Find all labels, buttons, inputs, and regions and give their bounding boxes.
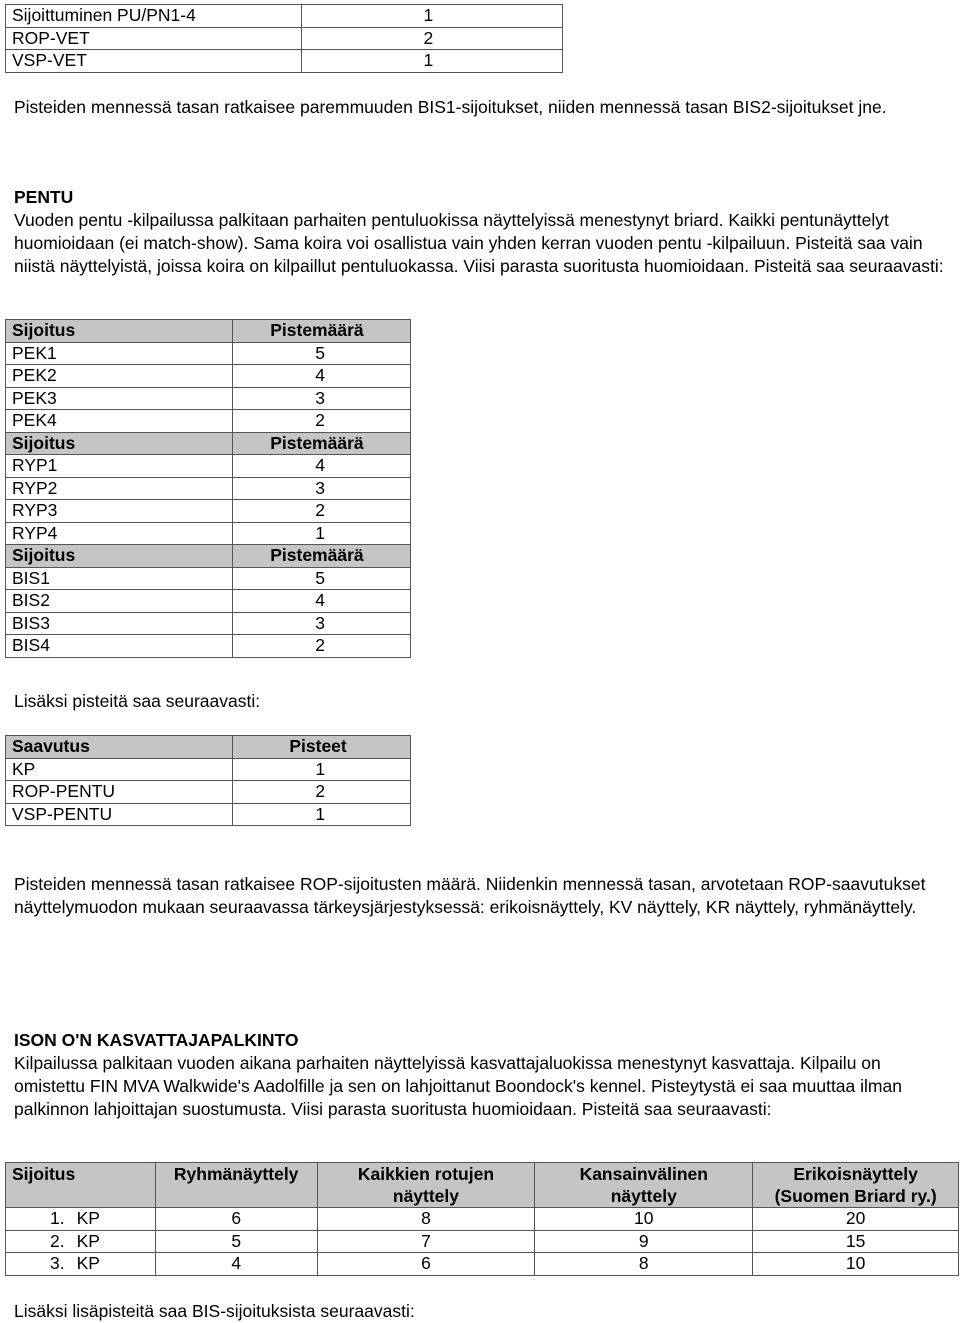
- points-cell: 2: [233, 500, 411, 523]
- group-show-cell: 5: [155, 1230, 317, 1253]
- placement-value: 1: [301, 5, 562, 28]
- placement-value: 1: [301, 50, 562, 73]
- points-cell: 4: [233, 455, 411, 478]
- group-show-cell: 4: [155, 1253, 317, 1276]
- ison-heading: ISON O'N KASVATTAJAPALKINTO: [14, 1030, 299, 1050]
- placement-cell: PEK3: [6, 387, 233, 410]
- points-col-header: Pistemäärä: [233, 320, 411, 343]
- points-cell: 4: [233, 365, 411, 388]
- placement-cell: [6, 1253, 156, 1276]
- international-cell: 10: [535, 1208, 753, 1231]
- table-row: [6, 342, 411, 365]
- placement-code: KP: [76, 1253, 100, 1274]
- points-cell: 2: [233, 781, 411, 804]
- placement-cell: [6, 1230, 156, 1253]
- placement-cell: BIS4: [6, 635, 233, 658]
- group-show-cell: 6: [155, 1208, 317, 1231]
- extra-points-intro: Lisäksi pisteitä saa seuraavasti:: [14, 691, 261, 711]
- placement-cell: BIS3: [6, 612, 233, 635]
- international-cell: 8: [535, 1253, 753, 1276]
- table-header-row: [6, 1163, 959, 1208]
- points-cell: 1: [233, 803, 411, 826]
- achievement-cell: KP: [6, 758, 233, 781]
- top-table: [5, 4, 563, 73]
- table-row: [6, 522, 411, 545]
- table-row: [6, 590, 411, 613]
- placement-cell: PEK4: [6, 410, 233, 433]
- table-row: [6, 477, 411, 500]
- points-cell: 5: [233, 342, 411, 365]
- placement-col-header: Sijoitus: [6, 545, 233, 568]
- pentu-description: Vuoden pentu -kilpailussa palkitaan parhaiten pentuluokissa näyttelyissä menestynyt briard. Kaikki pentunäyttelyt huomioidaan (ei match-show). Sama koira voi osallistua vain yhden kerran vuoden pentu -kilpailuun. Pisteitä saa vain niistä näyttelyistä, joissa koira on kilpaillut pentuluokassa. Viisi parasta suoritusta huomioidaan. Pisteitä saa seuraavasti:: [14, 210, 944, 276]
- table-row: [6, 5, 563, 28]
- ison-description: Kilpailussa palkitaan vuoden aikana parhaiten näyttelyissä kasvattajaluokissa menestynyt kasvattaja. Kilpailu on omistettu FIN MVA Walkwide's Aadolfille ja sen on lahjoittanut Boondock's kennel. Pisteytystä ei saa muuttaa ilman palkinnon lahjoittajan suostumusta. Viisi parasta suoritusta huomioidaan. Pisteitä saa seuraavasti:: [14, 1053, 902, 1119]
- bis-extra-intro: Lisäksi lisäpisteitä saa BIS-sijoituksista seuraavasti:: [14, 1301, 415, 1321]
- international-cell: 9: [535, 1230, 753, 1253]
- table-header-row: [6, 736, 411, 759]
- table-row: [6, 803, 411, 826]
- points-cell: 2: [233, 410, 411, 433]
- table-row: [6, 567, 411, 590]
- table-row: [6, 455, 411, 478]
- points-cell: 3: [233, 387, 411, 410]
- placement-code: KP: [76, 1230, 100, 1251]
- table-row: [6, 635, 411, 658]
- points-table: [5, 319, 411, 658]
- points-cell: 2: [233, 635, 411, 658]
- specialty-cell: 20: [753, 1208, 959, 1231]
- placement-number: 2.: [50, 1230, 65, 1251]
- all-breeds-cell: 7: [317, 1230, 535, 1253]
- table-row: [6, 27, 563, 50]
- points-cell: 1: [233, 758, 411, 781]
- table-row: [6, 387, 411, 410]
- table-row: [6, 1208, 959, 1231]
- placement-cell: PEK1: [6, 342, 233, 365]
- table-row: [6, 410, 411, 433]
- points-col-header: Pistemäärä: [233, 432, 411, 455]
- placement-code: KP: [76, 1208, 100, 1229]
- placement-cell: BIS2: [6, 590, 233, 613]
- placement-col-header: Sijoitus: [6, 432, 233, 455]
- points-cell: 5: [233, 567, 411, 590]
- points-cell: 4: [233, 590, 411, 613]
- table-row: [6, 758, 411, 781]
- specialty-cell: 15: [753, 1230, 959, 1253]
- placement-number: 3.: [50, 1253, 65, 1274]
- achievement-table: [5, 735, 411, 826]
- table-row: [6, 500, 411, 523]
- tie-note-rop: Pisteiden mennessä tasan ratkaisee ROP-sijoitusten määrä. Niidenkin mennessä tasan, arvotetaan ROP-saavutukset näyttelymuodon mukaan seuraavassa tärkeysjärjestyksessä: erikoisnäyttely, KV näyttely, KR näyttely, ryhmänäyttely.: [14, 874, 926, 917]
- tie-note-bis: Pisteiden mennessä tasan ratkaisee paremmuuden BIS1-sijoitukset, niiden mennessä tasan BIS2-sijoitukset jne.: [14, 97, 887, 117]
- points-cell: 3: [233, 612, 411, 635]
- placement-col-header: Sijoitus: [6, 320, 233, 343]
- all-breeds-col-header: Kaikkien rotujen näyttely: [317, 1163, 535, 1208]
- placement-cell: RYP2: [6, 477, 233, 500]
- placement-label: ROP-VET: [6, 27, 302, 50]
- placement-value: 2: [301, 27, 562, 50]
- table-row: [6, 50, 563, 73]
- table-row: [6, 365, 411, 388]
- specialty-col-header: Erikoisnäyttely (Suomen Briard ry.): [753, 1163, 959, 1208]
- table-header-row: [6, 320, 411, 343]
- achievement-cell: ROP-PENTU: [6, 781, 233, 804]
- all-breeds-cell: 8: [317, 1208, 535, 1231]
- placement-cell: RYP3: [6, 500, 233, 523]
- table-row: [6, 781, 411, 804]
- placement-cell: BIS1: [6, 567, 233, 590]
- group-show-col-header: Ryhmänäyttely: [155, 1163, 317, 1208]
- table-header-row: [6, 432, 411, 455]
- points-col-header: Pistemäärä: [233, 545, 411, 568]
- placement-label: Sijoittuminen PU/PN1-4: [6, 5, 302, 28]
- achievement-col-header: Saavutus: [6, 736, 233, 759]
- placement-col-header: Sijoitus: [6, 1163, 156, 1208]
- table-header-row: [6, 545, 411, 568]
- all-breeds-cell: 6: [317, 1253, 535, 1276]
- table-row: [6, 1253, 959, 1276]
- placement-cell: [6, 1208, 156, 1231]
- pentu-heading: PENTU: [14, 187, 74, 207]
- points-col-header: Pisteet: [233, 736, 411, 759]
- placement-number: 1.: [50, 1208, 65, 1229]
- placement-cell: RYP1: [6, 455, 233, 478]
- points-cell: 1: [233, 522, 411, 545]
- achievement-cell: VSP-PENTU: [6, 803, 233, 826]
- placement-cell: PEK2: [6, 365, 233, 388]
- table-row: [6, 612, 411, 635]
- table-row: [6, 1230, 959, 1253]
- specialty-cell: 10: [753, 1253, 959, 1276]
- breeder-points-table: [5, 1162, 959, 1276]
- points-cell: 3: [233, 477, 411, 500]
- placement-cell: RYP4: [6, 522, 233, 545]
- international-col-header: Kansainvälinen näyttely: [535, 1163, 753, 1208]
- placement-label: VSP-VET: [6, 50, 302, 73]
